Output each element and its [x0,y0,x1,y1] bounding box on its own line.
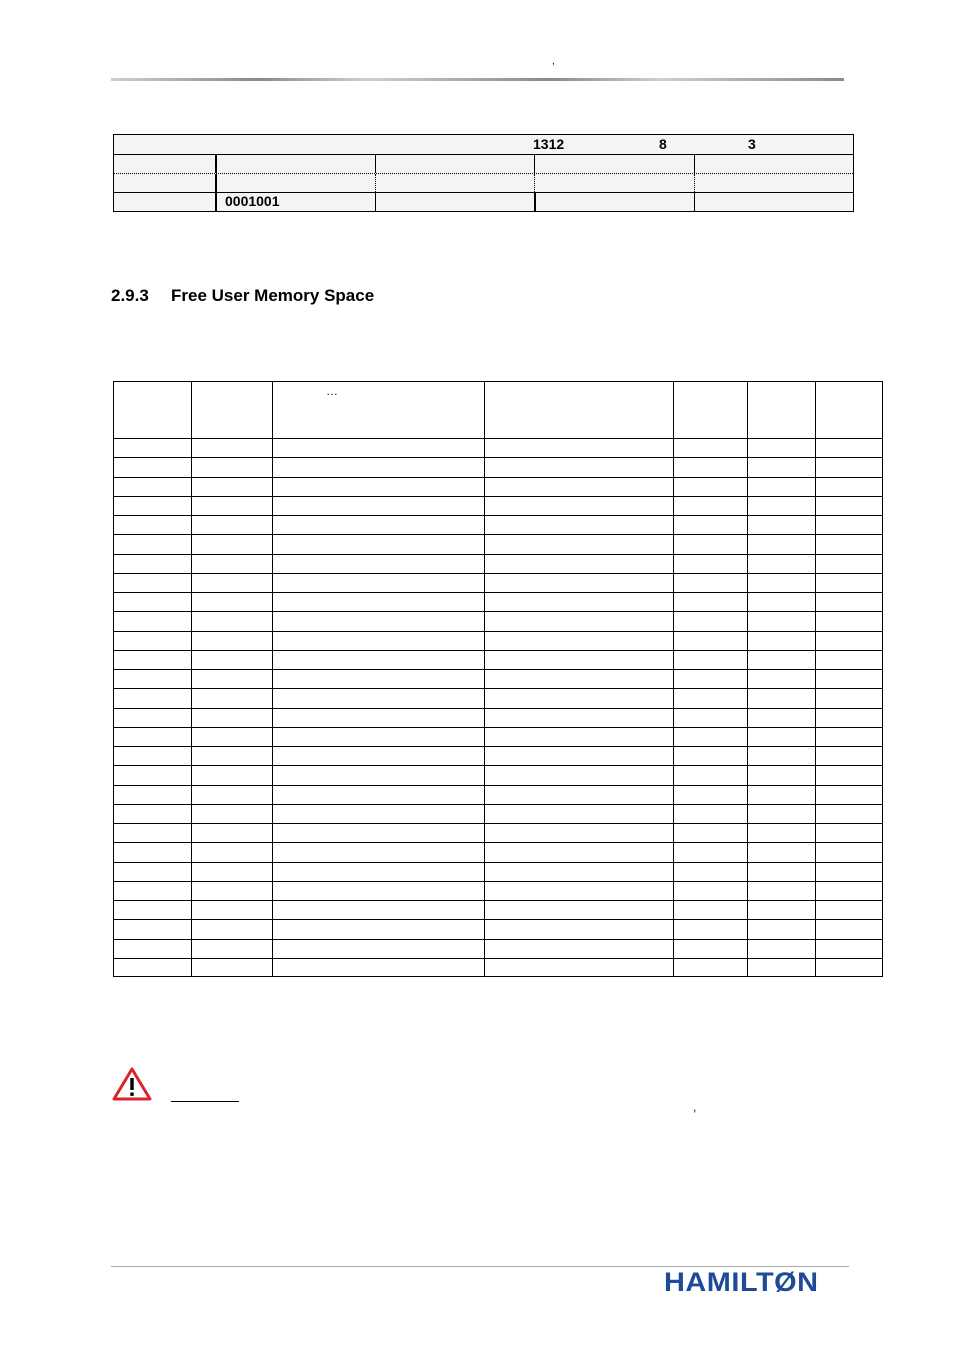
table-column-line [882,381,883,977]
register-value: 0001001 [225,193,280,209]
table-row-line [113,592,883,593]
table-column-line [113,381,114,977]
table-row-line [113,785,883,786]
header-rule [111,78,844,81]
hamilton-logo: HAMILTØN [664,1267,819,1297]
warning-triangle-icon [112,1067,152,1101]
header-mark: , [552,56,555,67]
table-row-line [113,669,883,670]
register-title-row [114,135,853,155]
register-row [114,174,853,193]
table-row-line [113,939,883,940]
table-column-line [815,381,816,977]
table-row-line [113,900,883,901]
register-length: 8 [659,136,667,152]
table-row-line [113,554,883,555]
table-row-line [113,842,883,843]
table-row-line [113,650,883,651]
table-row-line [113,611,883,612]
table-row-line [113,381,883,382]
table-row-line [113,457,883,458]
warning-label-underline [171,1101,239,1102]
table-row-line [113,631,883,632]
table-row-line [113,727,883,728]
table-row-line [113,708,883,709]
table-row-line [113,765,883,766]
table-row-line [113,881,883,882]
section-title: Free User Memory Space [171,286,375,305]
table-column-line [673,381,674,977]
register-row [114,192,853,211]
table-column-line [747,381,748,977]
table-row-line [113,976,883,977]
table-row-line [113,804,883,805]
table-column-line [484,381,485,977]
table-row-line [113,958,883,959]
register-count: 3 [748,136,756,152]
table-row-line [113,688,883,689]
table-column-line [272,381,273,977]
table-row-line [113,534,883,535]
table-row-line [113,496,883,497]
memory-table [113,381,883,977]
table-row-line [113,515,883,516]
memory-table-header-mark: … [326,384,338,398]
table-row-line [113,477,883,478]
table-row-line [113,438,883,439]
table-row-line [113,746,883,747]
register-address: 1312 [533,136,565,152]
warning-mark: , [693,1100,697,1114]
table-row-line [113,823,883,824]
table-column-line [191,381,192,977]
section-number: 2.9.3 [111,286,149,305]
table-row-line [113,919,883,920]
table-row-line [113,573,883,574]
register-row [114,154,853,174]
table-row-line [113,862,883,863]
register-table [113,134,854,212]
